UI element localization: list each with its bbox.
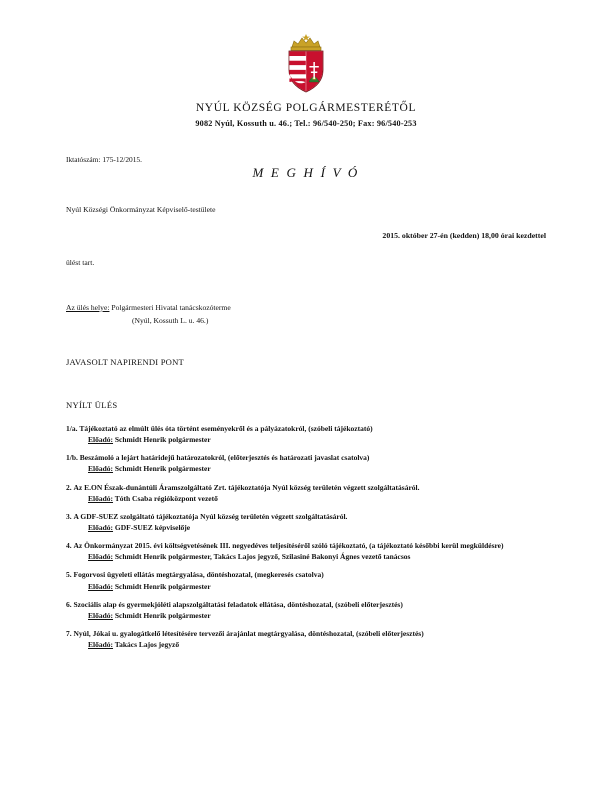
presenter-label: Előadó: <box>88 552 114 562</box>
presenter-name: Schmidt Henrik polgármester <box>114 610 211 620</box>
agenda-item-text: Az E.ON Észak-dunántúli Áramszolgáltató Zrt. tájékoztatója Nyúl község területén végzett szolgáltatásáról. <box>73 482 420 492</box>
document-title: M E G H Í V Ó <box>252 165 360 180</box>
agenda-item <box>66 424 554 444</box>
agenda-item-presenter <box>88 435 554 444</box>
presenter-name: Schmidt Henrik polgármester <box>114 435 211 445</box>
agenda-item-presenter <box>88 464 554 473</box>
agenda-item-number: 1/b. <box>66 453 78 463</box>
meeting-statement: ülést tart. <box>66 258 95 267</box>
meeting-datetime: 2015. október 27-én (kedden) 18,00 órai kezdettel <box>382 231 546 240</box>
presenter-label: Előadó: <box>88 464 114 474</box>
agenda-item-number: 5. <box>66 570 72 580</box>
agenda-item-text: Beszámoló a lejárt határidejű határozatokról, (előterjesztés és határozati javaslat csatolva) <box>79 453 370 463</box>
issuer-contact: 9082 Nyúl, Kossuth u. 46.; Tel.: 96/540-250; Fax: 96/540-253 <box>195 119 417 128</box>
agenda-item-number: 6. <box>66 599 72 609</box>
agenda-item-text: A GDF-SUEZ szolgáltató tájékoztatója Nyúl község területén végzett szolgáltatásáról. <box>73 511 348 521</box>
presenter-label: Előadó: <box>88 493 114 503</box>
agenda-item-presenter <box>88 523 554 532</box>
council-name: Nyúl Községi Önkormányzat Képviselő-testülete <box>66 205 216 214</box>
reference-number: Iktatószám: 175-12/2015. <box>66 155 142 164</box>
presenter-label: Előadó: <box>88 610 114 620</box>
agenda-item-text: Tájékoztató az elmúlt ülés óta történt eseményekről és a pályázatokról, (szóbeli tájékoztató) <box>79 424 373 433</box>
agenda-item-number: 2. <box>66 482 72 492</box>
venue-value: Polgármesteri Hivatal tanácskozóterme <box>111 303 231 312</box>
venue-line <box>66 303 231 312</box>
issuer-title: NYÚL KÖZSÉG POLGÁRMESTERÉTŐL <box>195 102 417 114</box>
agenda-item <box>66 600 554 620</box>
agenda-item-presenter <box>88 611 554 620</box>
presenter-name: Schmidt Henrik polgármester <box>114 464 211 474</box>
hungarian-coat-of-arms-icon <box>280 34 332 96</box>
agenda-item-presenter <box>88 494 554 503</box>
agenda-item-text: Az Önkormányzat 2015. évi költségvetésének III. negyedéves teljesítéséről szóló tájékoztató, (a tájékoztató későbbi kerül megküldésre) <box>73 541 504 551</box>
agenda-item-presenter <box>88 552 554 561</box>
agenda-item-number: 4. <box>66 541 72 551</box>
agenda-item <box>66 629 554 649</box>
agenda-item-text: Nyúl, Jókai u. gyalogátkelő létesítésére tervezői árajánlat megtárgyalása, döntéshozatal, (szóbeli előterjesztés) <box>73 628 424 638</box>
agenda-item-presenter <box>88 582 554 591</box>
agenda-item-presenter <box>88 640 554 649</box>
presenter-label: Előadó: <box>88 522 114 532</box>
letterhead <box>0 102 612 128</box>
presenter-name: GDF-SUEZ képviselője <box>114 522 191 532</box>
agenda-list <box>66 424 554 658</box>
agenda-item <box>66 512 554 532</box>
venue-label: Az ülés helye: <box>66 303 110 312</box>
presenter-label: Előadó: <box>88 640 114 650</box>
presenter-label: Előadó: <box>88 581 114 591</box>
venue-address: (Nyúl, Kossuth L. u. 46.) <box>132 316 209 325</box>
agenda-item <box>66 570 554 590</box>
agenda-item-text: Fogorvosi ügyeleti ellátás megtárgyalása, döntéshozatal, (megkeresés csatolva) <box>73 570 324 580</box>
agenda-item-number: 7. <box>66 628 72 638</box>
presenter-name: Takács Lajos jegyző <box>114 640 180 650</box>
agenda-item-text: Szociális alap és gyermekjóléti alapszolgáltatási feladatok ellátása, döntéshozatal, (szóbeli előterjesztés) <box>73 599 403 609</box>
agenda-item <box>66 453 554 473</box>
presenter-name: Tóth Csaba régióközpont vezető <box>114 493 218 503</box>
presenter-name: Schmidt Henrik polgármester, Takács Lajos jegyző, Szilasiné Bakonyi Ágnes vezető tanácsos <box>114 552 411 562</box>
agenda-item <box>66 483 554 503</box>
agenda-heading: JAVASOLT NAPIRENDI PONT <box>66 357 184 367</box>
session-type: NYÍLT ÜLÉS <box>66 400 118 410</box>
presenter-label: Előadó: <box>88 435 114 445</box>
presenter-name: Schmidt Henrik polgármester <box>114 581 211 591</box>
agenda-item-number: 1/a. <box>66 424 78 433</box>
agenda-item <box>66 541 554 561</box>
agenda-item-number: 3. <box>66 511 72 521</box>
